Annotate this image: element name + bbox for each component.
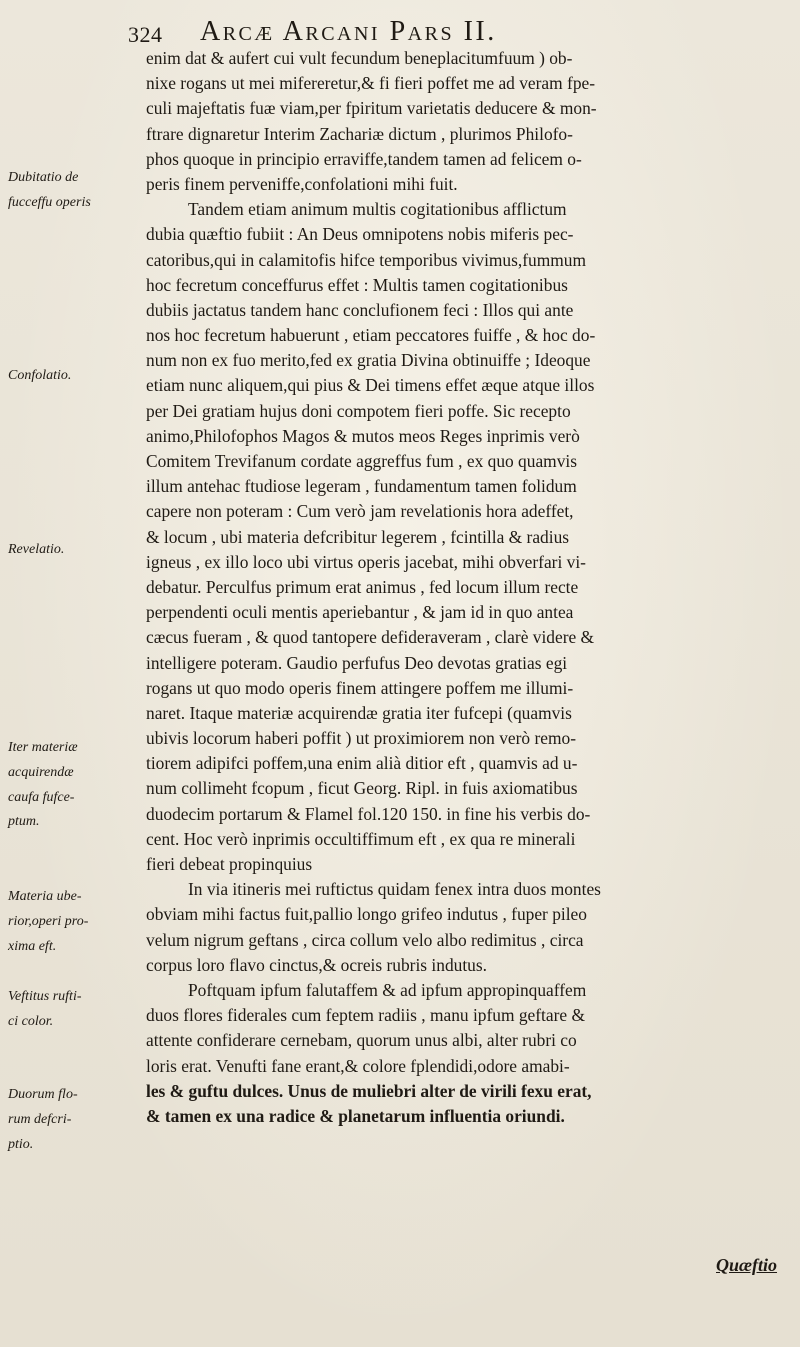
running-title: Arcæ Arcani Pars II. [200,16,497,47]
margin-note-florum [8,1083,140,1157]
text-line: cent. Hoc verò inprimis occultiffimum eft , ex qua re minerali [146,828,576,849]
running-head [128,14,768,48]
text-line: & tamen ex una radice & planetarum influentia oriundi. [146,1105,565,1126]
text-line: Poftquam ipfum falutaffem & ad ipfum appropinquaffem [188,979,587,1000]
text-line: num non ex fuo merito,fed ex gratia Divina obtinuiffe ; Ideoque [146,350,591,371]
catchword: Quæftio [716,1255,778,1275]
text-line: attente confiderare cernebam, quorum unus albi, alter rubri co [146,1030,577,1051]
text-line: hoc fecretum conceffurus effet : Multis tamen cogitationibus [146,274,568,295]
text-line: naret. Itaque materiæ acquirendæ gratia iter fufcepi (quamvis [146,702,572,723]
text-line: etiam nunc aliquem,qui pius & Dei timens effet æque atque illos [146,375,595,396]
margin-note-line: Confolatio. [8,368,72,383]
text-line: animo,Philofophos Magos & mutos meos Reges inprimis verò [146,425,580,446]
margin-note-line: ptum. [8,814,40,830]
margin-note-dubitatio [8,166,140,216]
text-line: num collimeht fcopum , ficut Georg. Ripl. in fuis axiomatibus [146,778,578,799]
text-line: les & guftu dulces. Unus de muliebri alter de virili fexu erat, [146,1080,592,1101]
margin-note-line: Veftitus rufti- [8,989,82,1004]
margin-note-consolatio [8,364,140,389]
margin-note-revelatio [8,538,140,563]
text-line: duos flores fiderales cum feptem radiis , manu ipfum geftare & [146,1005,585,1026]
text-line: peris finem perveniffe,confolationi mihi fuit. [146,173,458,194]
margin-note-line: fucceffu operis [8,194,91,210]
margin-note-line: xima eft. [8,938,57,954]
margin-note-materia [8,885,140,959]
margin-note-line: caufa fufce- [8,789,75,805]
margin-note-iter [8,736,140,835]
text-line: velum nigrum geftans , circa collum velo albo redimitus , circa [146,929,584,950]
text-line: Comitem Trevifanum cordate aggreffus fum , ex quo quamvis [146,451,577,471]
text-line: ubivis locorum haberi poffit ) ut proximiorem non verò remo- [146,728,577,749]
text-line: igneus , ex illo loco ubi virtus operis jacebat, mihi obverfari vi- [146,551,586,572]
margin-note-line: rum defcri- [8,1111,72,1127]
text-line: tiorem adipifci poffem,una enim alià ditior eft , quamvis ad u- [146,753,578,774]
text-line: catoribus,qui in calamitofis hifce temporibus vivimus,fummum [146,249,587,270]
text-line: culi majeftatis fuæ viam,per fpiritum varietatis deducere & mon- [146,98,597,119]
text-line: debatur. Perculfus primum erat animus , fed locum illum recte [146,576,579,597]
margin-note-line: Revelatio. [8,542,65,557]
margin-note-line: Dubitatio de [8,170,79,185]
text-line: duodecim portarum & Flamel fol.120 150. in fine his verbis do- [146,803,591,824]
text-line: phos quoque in principio erraviffe,tandem tamen ad felicem o- [146,148,582,169]
text-line: corpus loro flavo cinctus,& ocreis rubris indutus. [146,954,487,975]
text-line: enim dat & aufert cui vult fecundum beneplacitumfuum ) ob- [146,48,573,68]
text-line: per Dei gratiam hujus doni compotem fieri poffe. Sic recepto [146,400,571,421]
text-line: dubiis jactatus tandem hanc conclufionem feci : Illos qui ante [146,299,574,320]
body-text [146,46,791,1129]
margin-note-line: ci color. [8,1013,54,1029]
text-line: capere non poteram : Cum verò jam revelationis hora adeffet, [146,501,574,522]
text-line: intelligere poteram. Gaudio perfufus Deo devotas gratias egi [146,652,568,673]
text-line: perpendenti oculi mentis aperiebantur , & jam id in quo antea [146,602,574,623]
text-line: illum antehac ftudiose legeram , fundamentum tamen folidum [146,476,577,497]
margin-note-line: Duorum flo- [8,1087,78,1102]
page-number: 324 [128,22,163,47]
margin-note-line: Materia ube- [8,889,82,904]
text-line: dubia quæftio fubiit : An Deus omnipotens nobis miferis pec- [146,224,574,245]
margin-note-line: ptio. [8,1136,34,1152]
text-line: nixe rogans ut mei mifereretur,& fi fieri poffet me ad veram fpe- [146,73,596,94]
text-line: rogans ut quo modo operis finem attingere poffem me illumi- [146,677,574,698]
margin-note-line: acquirendæ [8,764,74,780]
text-line: fieri debeat propinquius [146,854,313,874]
margin-note-line: rior,operi pro- [8,913,89,929]
text-line: loris erat. Venufti fane erant,& colore fplendidi,odore amabi- [146,1055,570,1076]
text-line: nos hoc fecretum habuerunt , etiam peccatores fuiffe , & hoc do- [146,325,596,346]
margin-note-vestitus [8,985,140,1035]
margin-notes [0,0,145,1347]
text-line: cæcus fueram , & quod tantopere defideraveram , clarè videre & [146,627,595,648]
text-line: obviam mihi factus fuit,pallio longo grifeo indutus , fuper pileo [146,904,587,925]
text-line: ftrare dignaretur Interim Zachariæ dictum , plurimos Philofo- [146,123,573,144]
text-line: & locum , ubi materia defcribitur legerem , fcintilla & radius [146,526,570,547]
margin-note-line: Iter materiæ [8,740,78,755]
text-line: In via itineris mei ruftictus quidam fenex intra duos montes [188,879,601,900]
text-line: Tandem etiam animum multis cogitationibus afflictum [188,199,567,220]
